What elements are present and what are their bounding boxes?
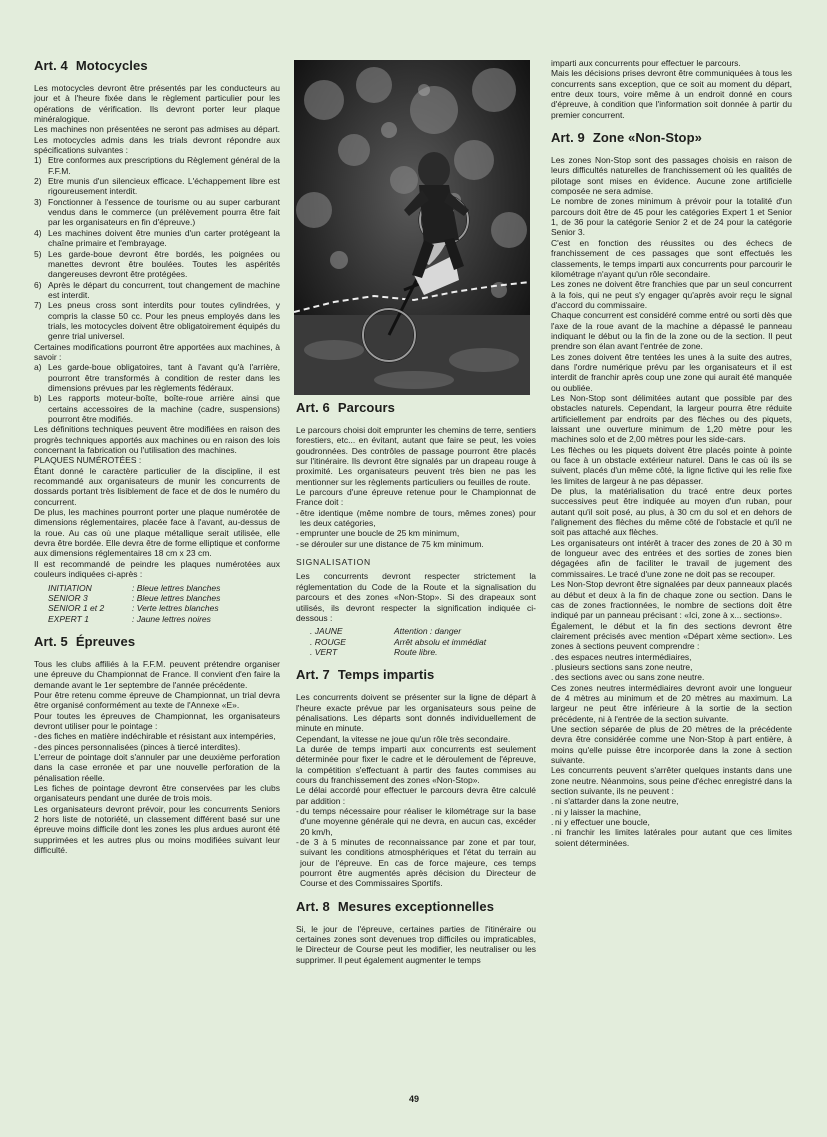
paragraph: Certaines modifications pourront être apportées aux machines, à savoir :: [34, 341, 280, 362]
subheading-signalisation: SIGNALISATION: [296, 557, 371, 568]
parcours-list: [296, 508, 536, 549]
list-item: . plusieurs sections sans zone neutre,: [551, 661, 693, 672]
article-6-heading: Art. 6 Parcours: [296, 400, 396, 415]
subheading-plaques: PLAQUES NUMÉROTÉES :: [34, 455, 142, 466]
list-item: 7) Les pneus cross sont interdits pour toutes cylindrées, y compris la classe 50 cc. Pour les pneus employés dans les trials, les motocycles doivent être obligatoirement équipés du genre trial universel.: [34, 300, 280, 342]
pointage-list: [34, 731, 280, 752]
paragraph: Il est recommandé de peindre les plaques numérotées aux couleurs indiquées ci-après :: [34, 558, 280, 580]
article-8: [296, 899, 536, 965]
paragraph: C'est en fonction des réussites ou des échecs de franchissement de ces passages que sont effectués les classements, le temps imparti aux concurrents pour parcourir le kilométrage n'ayant qu'un rôle secondaire.: [551, 237, 792, 279]
article-8-heading: Art. 8 Mesures exceptionnelles: [296, 898, 495, 914]
paragraph: Les zones Non-Stop sont des passages choisis en raison de leurs difficultés naturelles de franchissement où les qualités de pilotage sont mises en évidence. Aucune zone artificielle composée ne sera admise.: [551, 155, 792, 197]
paragraph: Les organisateurs ont intérêt à tracer des zones de 20 à 30 m de longueur avec des entrées et des sorties de zones bien dégagées afin de faciliter le travail de jugement des commissaires. Le tracé d'une zone ne doit pas se recouper.: [551, 537, 792, 579]
paragraph: De plus, la matérialisation du tracé entre deux portes successives peut être indiquée au moyen d'un ruban, pour autant qu'il soit posé, au plus, à 30 cm du sol et en dehors de l'alignement des flèches du même côté de l'obstacle et qu'il ne soit pas attaché aux flèches.: [551, 486, 792, 538]
paragraph: Le délai accordé pour effectuer le parcours devra être calculé par addition :: [296, 785, 536, 806]
paragraph: Les définitions techniques peuvent être modifiées en raison des progrès techniques apportés aux machines ou en raison des lois concernant la fabrication ou l'utilisation des machines.: [34, 424, 280, 456]
delai-list: [296, 806, 536, 889]
list-item: - du temps nécessaire pour réaliser le kilométrage sur la base d'une moyenne générale qui ne devra, en aucun cas, excéder 20 km/h,: [296, 806, 536, 837]
list-item: 3) Fonctionner à l'essence de tourisme ou au super carburant vendus dans le commerce (un prélèvement pourra être fait par les organisateurs en fin d'épreuve.): [34, 196, 280, 228]
paragraph: L'erreur de pointage doit s'annuler par une deuxième perforation dans la case erronée et par une nouvelle perforation de la pénalisation réelle.: [34, 751, 280, 783]
list-item: - emprunter une boucle de 25 km minimum,: [296, 528, 460, 539]
list-item: - des pinces personnalisées (pinces à tiercé interdites).: [34, 741, 241, 752]
color-row: SENIOR 1 et 2 : Verte lettres blanches: [48, 603, 219, 614]
paragraph: Chaque concurrent est considéré comme entré ou sorti dès que l'axe de la roue avant de la machine a dépassé le panneau indiquant le début ou la fin de la zone ou de la section. Il peut prendre son élan avant l'entrée de zone.: [551, 310, 792, 352]
paragraph: Étant donné le caractère particulier de la discipline, il est recommandé aux organisateurs de munir les concurrents de dossards portant très lisiblement de face et de dos le numéro du concurrent.: [34, 465, 280, 507]
paragraph: Les concurrents peuvent s'arrêter quelques instants dans une zone neutre. Néanmoins, sous peine d'échec enregistré dans la section suivante, ils ne peuvent :: [551, 765, 792, 797]
paragraph: Les motocycles devront être présentés par les conducteurs au jour et à l'heure fixée dans le règlement particulier pour les opérations de vérification. Ils devront porter leur plaque minéralogique.: [34, 83, 280, 125]
paragraph: La durée de temps imparti aux concurrents est seulement déterminée pour fixer le cadre et le déroulement de l'épreuve, la compétition s'effectuant à partir des fautes commises au cours du franchissement des zones «Non-Stop».: [296, 743, 536, 785]
paragraph: Le parcours d'une épreuve retenue pour le Championnat de France doit :: [296, 487, 536, 508]
paragraph: Tous les clubs affiliés à la F.F.M. peuvent prétendre organiser une épreuve du Championnat de France. Il convient d'en faire la demande avant le 1er septembre de l'année précédente.: [34, 658, 280, 690]
paragraph: Ces zones neutres intermédiaires devront avoir une longueur de 4 mètres au minimum et de 20 mètres au maximum. La largeur ne peut être inférieure à la sortie de la section précédente, ni à l'entrée de la section suivante.: [551, 682, 792, 724]
list-item: - des fiches en matière indéchirable et résistant aux intempéries,: [34, 731, 276, 742]
list-item: - se dérouler sur une distance de 75 km minimum.: [296, 538, 484, 549]
article-5: [34, 634, 280, 856]
list-item: . des sections avec ou sans zone neutre.: [551, 672, 705, 683]
paragraph: Le parcours choisi doit emprunter les chemins de terre, sentiers forestiers, etc... en évitant, autant que faire se peut, les voies goudronnées. Des contrôles de passage pourront être placés sur l'itinéraire. Ils devront être signalés par un drapeau rouge à proximité. Les organisateurs peuvent très bien ne pas les mentionner sur les règlements particuliers ou feuilles de route.: [296, 425, 536, 487]
color-row: . VERT Route libre.: [310, 646, 438, 657]
color-row: . JAUNE Attention : danger: [310, 626, 462, 637]
paragraph: Les concurrents doivent se présenter sur la ligne de départ à l'heure exacte prévue par les organisateurs sous peine de pénalisations. Les départs sont donnés individuellement de minute en minute.: [296, 692, 536, 734]
paragraph: Mais les décisions prises devront être communiquées à tous les concurrents sans exception, que ce soit au moment du départ, entre deux tours, voire même à un endroit donné en cours d'épreuve, à condition que l'information soit donnée à partir du premier concurrent.: [551, 68, 792, 120]
paragraph: Si, le jour de l'épreuve, certaines parties de l'itinéraire ou certaines zones sont devenues trop difficiles ou impraticables, le Directeur de Course peut les modifier, les neutraliser ou les supprimer. Il peut également augmenter le temps: [296, 923, 536, 965]
article-6: [296, 400, 536, 657]
neutral-zone-list: [551, 796, 792, 848]
paragraph: Pour être retenu comme épreuve de Championnat, un trial devra être organisé conformément au texte de l'Annexe «E».: [34, 689, 280, 711]
sections-list: [551, 652, 792, 683]
list-item: 5) Les garde-boue devront être bordés, les poignées ou manettes devront être boulées. Toutes les aspérités dangereuses devront être protégées.: [34, 248, 280, 280]
article-5-heading: Art. 5 Épreuves: [34, 633, 136, 649]
paragraph: Pour toutes les épreuves de Championnat, les organisateurs devront utiliser pour le pointage :: [34, 710, 280, 731]
article-7-heading: Art. 7 Temps impartis: [296, 667, 435, 683]
list-item: b) Les rapports moteur-boîte, boîte-roue arrière ainsi que certains accessoires de la machine (cadre, suspensions) pourront être modifiés.: [34, 393, 280, 424]
article-9: [551, 130, 792, 848]
article-4: [34, 58, 280, 624]
list-item: 6) Après le départ du concurrent, tout changement de machine est interdit.: [34, 279, 280, 300]
list-item: - de 3 à 5 minutes de reconnaissance par zone et par tour, suivant les conditions atmosphériques et l'état du terrain au jour de l'épreuve. En cas de force majeure, ces temps pourront être augmentés après décision du Directeur de Course et des Commissaires Sportifs.: [296, 837, 536, 889]
column-middle: [296, 400, 536, 975]
paragraph: Les organisateurs devront prévoir, pour les concurrents Seniors 2 hors liste de notoriété, un classement différent basé sur une épreuve moins difficile dont les zones les plus ardues auront été supprimées et les autres plus ou moins modifiées suivant leur difficulté.: [34, 803, 280, 856]
paragraph: Les fiches de pointage devront être conservées par les clubs organisateurs pendant une durée de trois mois.: [34, 783, 280, 804]
list-item: . des espaces neutres intermédiaires,: [551, 651, 692, 662]
paragraph: Les zones doivent être tentées les unes à la suite des autres, dans l'ordre numérique prévu par les organisateurs et il est interdit de franchir après coup une zone qui aurait été manquée ou oubliée.: [551, 351, 792, 393]
list-item: 1) Etre conformes aux prescriptions du Règlement général de la F.F.M.: [34, 155, 280, 176]
paragraph: Cependant, la vitesse ne joue qu'un rôle très secondaire.: [296, 733, 511, 744]
list-item: . ni s'attarder dans la zone neutre,: [551, 796, 679, 807]
color-row: INITIATION : Bleue lettres blanches: [48, 582, 221, 593]
paragraph: Les Non-Stop sont délimitées autant que possible par des obstacles naturels. Cependant, la largeur pourra être réduite artificiellement par endroits par des flèches ou des piquets, laissant une ouverture minimum de 1,20 mètre pour les machines solo et de 2,00 mètres pour les side-cars.: [551, 392, 792, 445]
paragraph: Les machines non présentées ne seront pas admises au départ. Les motocycles admis dans les trials devront répondre aux spécifications suivantes :: [34, 124, 280, 156]
list-item: . ni y laisser la machine,: [551, 806, 641, 817]
paragraph: Également, le début et la fin des sections devront être clairement précisés avec mention «Départ xème section». Les zones à sections peuvent comprendre :: [551, 620, 792, 652]
list-item: - être identique (même nombre de tours, mêmes zones) pour les deux catégories,: [296, 507, 536, 529]
paragraph: De plus, les machines pourront porter une plaque numérotée de dimensions réglementaires, placée face à l'avant, au-dessus de la roue. Au cas où une plaque métallique serait utilisée, elle devra être bordée. Elle devra être de forme elliptique et conforme aux dimensions réglementaires 18 cm x 23 cm.: [34, 507, 280, 559]
paragraph: Le nombre de zones minimum à prévoir pour la totalité d'un parcours doit être de 45 pour les catégories Expert 1 et Senior 1, de 36 pour la catégorie Senior 2 et de 24 pour la catégorie Senior 3.: [551, 196, 792, 238]
modifications-list: [34, 362, 280, 424]
color-row: EXPERT 1 : Jaune lettres noires: [48, 613, 211, 624]
paragraph: Une section séparée de plus de 20 mètres de la précédente devra être considérée comme une Non-Stop à part entière, à moins qu'elle puisse être incorporée dans la zone à section suivante.: [551, 723, 792, 765]
paragraph: Les zones ne doivent être franchies que par un seul concurrent à la fois, qui ne peut s'y engager qu'après avoir reçu le signal d'accord du commissaire.: [551, 279, 792, 310]
paragraph: Les Non-Stop devront être signalées par deux panneaux placés au début et deux à la fin de chaque zone ou section. Dans le cas de zones fractionnées, le nombre de sections doit être indiqué par un panneau précisant : «Ici, zone à x... sections».: [551, 579, 792, 621]
page-number: 49: [408, 1094, 419, 1104]
photo-illustration: [294, 60, 530, 395]
article-7: [296, 667, 536, 889]
list-item: . ni y effectuer une boucle,: [551, 817, 650, 828]
color-row: . ROUGE Arrêt absolu et immédiat: [310, 636, 487, 647]
column-left: [34, 58, 280, 865]
trial-motorcycle-photo: [294, 60, 530, 395]
list-item: 2) Etre munis d'un silencieux efficace. L'échappement libre est rigoureusement interdit.: [34, 176, 280, 197]
paragraph: Les concurrents devront respecter strictement la réglementation du Code de la Route et la signalisation du parcours et des zones «Non-Stop». Si des drapeaux sont utilisés, ils devront respecter la signification indiquée ci-dessous :: [296, 571, 536, 623]
flag-colors: [310, 626, 536, 657]
list-item: 4) Les machines doivent être munies d'un carter protégeant la chaîne primaire et l'embrayage.: [34, 227, 280, 249]
color-row: SENIOR 3 : Bleue lettres blanches: [48, 592, 221, 603]
column-right: [551, 58, 792, 858]
plate-colors: [48, 583, 280, 624]
requirements-list: [34, 155, 280, 341]
list-item: . ni franchir les limites latérales pour autant que ces limites soient déterminées.: [551, 827, 792, 848]
article-4-heading: Art. 4 Motocycles: [34, 58, 148, 73]
paragraph: imparti aux concurrents pour effectuer le parcours.: [551, 58, 741, 68]
article-8-continued: [551, 58, 792, 120]
list-item: a) Les garde-boue obligatoires, tant à l'avant qu'à l'arrière, pourront être transformés à condition de rester dans les dimensions prévues par les règlements fédéraux.: [34, 362, 280, 393]
paragraph: Les flèches ou les piquets doivent être placés pointe à pointe ou face à un obstacle extérieur naturel. Dans le cas où ils se suivent, placés d'un même côté, la ligne fictive qui les relie fixe les limites de largeur à ne pas dépasser.: [551, 444, 792, 486]
article-9-heading: Art. 9 Zone «Non-Stop»: [551, 130, 702, 146]
